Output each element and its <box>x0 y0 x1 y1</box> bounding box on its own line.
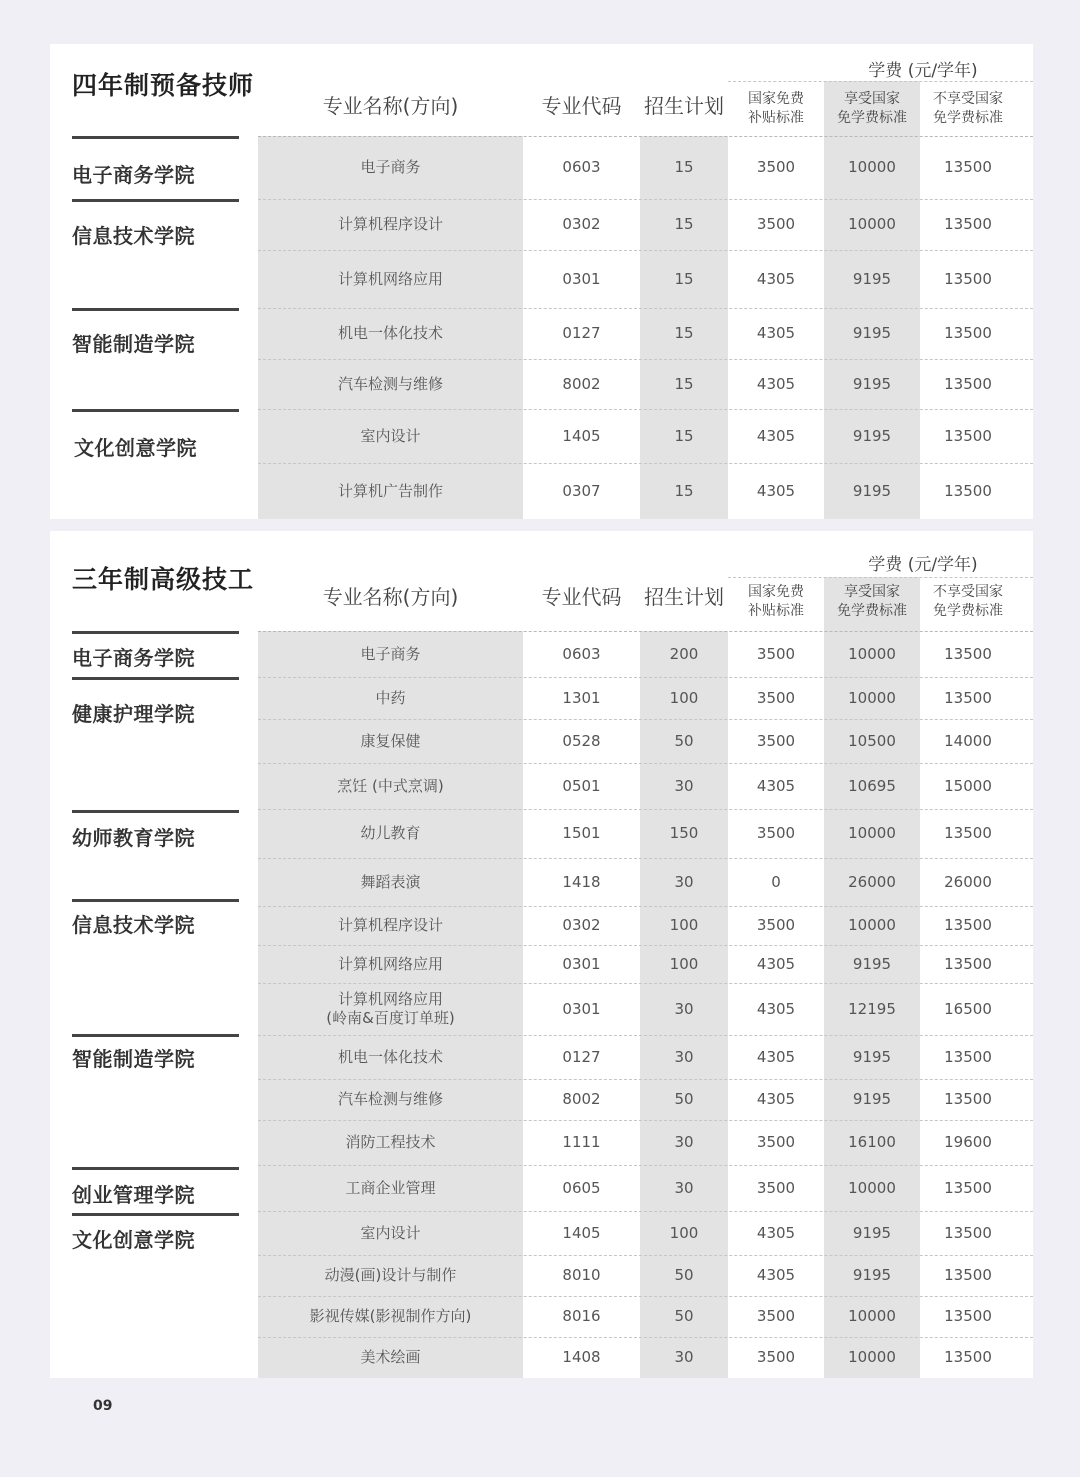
fee-subsidy: 4305 <box>756 1090 796 1108</box>
fee-standard: 13500 <box>944 1307 992 1325</box>
fee-exempt: 9195 <box>852 1266 892 1284</box>
table-row <box>50 308 1033 359</box>
fee-subsidy: 4305 <box>756 1266 796 1284</box>
major-code: 0301 <box>562 954 601 973</box>
table-row <box>50 906 1033 945</box>
table-row <box>50 1296 1033 1337</box>
major-code: 0528 <box>562 731 601 750</box>
major-name: 消防工程技术 <box>345 1133 436 1151</box>
fee-standard: 13500 <box>944 644 992 663</box>
fee-standard: 13500 <box>944 1266 992 1284</box>
header-plan: 招生计划 <box>644 585 724 609</box>
table-four-year <box>50 44 1033 519</box>
enrollment-plan: 100 <box>669 954 699 973</box>
major-code: 0302 <box>562 215 601 233</box>
header-fee-group: 学费 (元/学年) <box>868 61 978 81</box>
major-code: 1301 <box>562 688 601 707</box>
fee-subsidy: 3500 <box>756 1307 796 1325</box>
major-name: 计算机程序设计 <box>337 916 443 934</box>
major-name: 动漫(画)设计与制作 <box>324 1266 457 1284</box>
college-name: 文化创意学院 <box>72 1228 195 1252</box>
header-code: 专业代码 <box>541 585 622 609</box>
college-name: 智能制造学院 <box>72 1047 195 1071</box>
fee-standard: 13500 <box>944 158 992 176</box>
fee-exempt: 10000 <box>848 644 896 663</box>
college-name: 电子商务学院 <box>72 163 195 187</box>
table-row <box>50 809 1033 858</box>
major-name: 电子商务 <box>360 158 421 176</box>
fee-subsidy: 3500 <box>756 731 796 750</box>
enrollment-plan: 100 <box>669 688 699 707</box>
table-row <box>50 199 1033 250</box>
major-name: 电子商务 <box>360 644 421 663</box>
fee-exempt: 10000 <box>848 1178 896 1197</box>
fee-exempt: 10000 <box>848 1307 896 1325</box>
table-row <box>50 1120 1033 1165</box>
major-code: 0605 <box>562 1178 601 1197</box>
major-code: 1418 <box>562 872 601 891</box>
fee-standard: 13500 <box>944 1178 992 1197</box>
fee-exempt: 9195 <box>852 481 892 500</box>
major-code: 1501 <box>562 824 601 842</box>
major-code: 0603 <box>562 158 601 176</box>
fee-subsidy: 4305 <box>756 1223 796 1242</box>
fee-standard: 15000 <box>944 776 992 795</box>
table-row <box>50 250 1033 308</box>
major-name: 烹饪 (中式烹调) <box>337 776 444 795</box>
major-code: 0127 <box>562 1047 601 1066</box>
college-name: 电子商务学院 <box>72 646 195 670</box>
fee-standard: 13500 <box>944 824 992 842</box>
fee-subsidy: 4305 <box>756 776 796 795</box>
table-row <box>50 1035 1033 1079</box>
enrollment-plan: 15 <box>674 426 694 445</box>
enrollment-plan: 15 <box>674 481 694 500</box>
fee-subsidy: 4305 <box>756 374 796 393</box>
fee-standard: 13500 <box>944 1047 992 1066</box>
major-name: 汽车检测与维修 <box>337 374 443 393</box>
major-name: 计算机网络应用 (岭南&百度订单班) <box>326 990 455 1027</box>
fee-exempt: 9195 <box>852 324 892 342</box>
major-code: 0301 <box>562 999 601 1018</box>
fee-exempt: 26000 <box>848 872 896 891</box>
table-row <box>50 1211 1033 1255</box>
major-name: 康复保健 <box>360 731 421 750</box>
header-name: 专业名称(方向) <box>322 94 459 118</box>
college-name: 创业管理学院 <box>72 1183 195 1207</box>
fee-standard: 13500 <box>944 215 992 233</box>
fee-subsidy: 4305 <box>756 954 796 973</box>
table-row <box>50 677 1033 719</box>
fee-standard: 13500 <box>944 269 992 288</box>
table-row <box>50 945 1033 983</box>
header-plan: 招生计划 <box>644 94 724 118</box>
fee-exempt: 9195 <box>852 1223 892 1242</box>
fee-standard: 13500 <box>944 324 992 342</box>
page-number: 09 <box>93 1398 113 1414</box>
fee-subsidy: 4305 <box>756 426 796 445</box>
enrollment-plan: 30 <box>674 872 694 891</box>
section-title: 三年制高级技工 <box>72 565 255 594</box>
major-name: 工商企业管理 <box>345 1178 436 1197</box>
fee-subsidy: 3500 <box>756 644 796 663</box>
table-row <box>50 763 1033 809</box>
major-code: 8010 <box>562 1266 601 1284</box>
fee-subsidy: 3500 <box>756 1178 796 1197</box>
fee-subsidy: 4305 <box>756 481 796 500</box>
header-fee1: 国家免费 补贴标准 <box>748 584 804 619</box>
header-fee3: 不享受国家 免学费标准 <box>933 584 1003 619</box>
enrollment-plan: 15 <box>674 158 694 176</box>
header-code: 专业代码 <box>541 94 622 118</box>
header-fee2: 享受国家 免学费标准 <box>837 584 907 619</box>
college-name: 文化创意学院 <box>74 436 197 460</box>
fee-standard: 13500 <box>944 1090 992 1108</box>
fee-standard: 13500 <box>944 374 992 393</box>
enrollment-plan: 15 <box>674 269 694 288</box>
table-row <box>50 719 1033 763</box>
fee-subsidy: 3500 <box>756 1133 796 1151</box>
fee-exempt: 10695 <box>848 776 896 795</box>
fee-standard: 26000 <box>944 872 992 891</box>
enrollment-plan: 200 <box>669 644 699 663</box>
fee-subsidy: 4305 <box>756 1047 796 1066</box>
enrollment-plan: 100 <box>669 916 699 934</box>
header-fee2: 享受国家 免学费标准 <box>837 91 907 126</box>
major-name: 美术绘画 <box>360 1348 421 1366</box>
enrollment-plan: 100 <box>669 1223 699 1242</box>
enrollment-plan: 50 <box>674 1307 694 1325</box>
major-name: 机电一体化技术 <box>337 324 443 342</box>
fee-exempt: 9195 <box>852 1090 892 1108</box>
enrollment-plan: 50 <box>674 1090 694 1108</box>
fee-exempt: 10500 <box>848 731 896 750</box>
fee-standard: 14000 <box>944 731 992 750</box>
header-fee1: 国家免费 补贴标准 <box>748 91 804 126</box>
fee-subsidy: 3500 <box>756 1348 796 1366</box>
major-code: 0603 <box>562 644 601 663</box>
fee-standard: 13500 <box>944 481 992 500</box>
enrollment-plan: 30 <box>674 1348 694 1366</box>
enrollment-plan: 50 <box>674 731 694 750</box>
enrollment-plan: 15 <box>674 374 694 393</box>
fee-subsidy: 3500 <box>756 688 796 707</box>
enrollment-plan: 30 <box>674 776 694 795</box>
table-row <box>50 359 1033 409</box>
major-name: 室内设计 <box>360 426 421 445</box>
enrollment-plan: 15 <box>674 215 694 233</box>
fee-subsidy: 3500 <box>756 916 796 934</box>
major-code: 1111 <box>562 1133 601 1151</box>
college-name: 信息技术学院 <box>72 224 195 248</box>
table-row <box>50 858 1033 906</box>
fee-subsidy: 3500 <box>756 158 796 176</box>
major-name: 幼儿教育 <box>360 824 421 842</box>
fee-exempt: 9195 <box>852 269 892 288</box>
college-name: 智能制造学院 <box>72 332 195 356</box>
enrollment-plan: 50 <box>674 1266 694 1284</box>
major-code: 8002 <box>562 374 601 393</box>
major-code: 8002 <box>562 1090 601 1108</box>
fee-exempt: 10000 <box>848 916 896 934</box>
table-row <box>50 983 1033 1035</box>
major-code: 1408 <box>562 1348 601 1366</box>
fee-exempt: 9195 <box>852 954 892 973</box>
major-name: 舞蹈表演 <box>360 872 421 891</box>
major-code: 0127 <box>562 324 601 342</box>
fee-standard: 13500 <box>944 426 992 445</box>
table-row <box>50 1079 1033 1120</box>
college-name: 健康护理学院 <box>72 702 195 726</box>
table-row <box>50 409 1033 463</box>
major-code: 0301 <box>562 269 601 288</box>
fee-standard: 19600 <box>944 1133 992 1151</box>
header-name: 专业名称(方向) <box>322 585 459 609</box>
header-fee-group: 学费 (元/学年) <box>868 555 978 575</box>
table-three-year <box>50 531 1033 1378</box>
major-code: 1405 <box>562 1223 601 1242</box>
major-name: 中药 <box>375 688 406 707</box>
fee-subsidy: 0 <box>771 872 781 891</box>
fee-exempt: 16100 <box>848 1133 896 1151</box>
major-code: 1405 <box>562 426 601 445</box>
fee-standard: 16500 <box>944 999 992 1018</box>
fee-exempt: 12195 <box>848 999 896 1018</box>
section-title: 四年制预备技师 <box>72 71 255 100</box>
enrollment-plan: 15 <box>674 324 694 342</box>
fee-subsidy: 3500 <box>756 215 796 233</box>
fee-subsidy: 4305 <box>756 324 796 342</box>
fee-exempt: 10000 <box>848 158 896 176</box>
fee-standard: 13500 <box>944 1348 992 1366</box>
major-name: 室内设计 <box>360 1223 421 1242</box>
fee-standard: 13500 <box>944 688 992 707</box>
divider <box>728 577 1033 578</box>
fee-exempt: 10000 <box>848 1348 896 1366</box>
table-row <box>50 1255 1033 1296</box>
fee-standard: 13500 <box>944 954 992 973</box>
enrollment-plan: 30 <box>674 1133 694 1151</box>
major-name: 影视传媒(影视制作方向) <box>309 1307 472 1325</box>
fee-exempt: 10000 <box>848 688 896 707</box>
major-name: 汽车检测与维修 <box>337 1090 443 1108</box>
fee-exempt: 9195 <box>852 374 892 393</box>
major-code: 0302 <box>562 916 601 934</box>
table-row <box>50 136 1033 199</box>
enrollment-plan: 30 <box>674 999 694 1018</box>
enrollment-plan: 30 <box>674 1047 694 1066</box>
table-row <box>50 631 1033 677</box>
enrollment-plan: 150 <box>669 824 699 842</box>
divider <box>728 81 1033 82</box>
header-fee3: 不享受国家 免学费标准 <box>933 91 1003 126</box>
fee-standard: 13500 <box>944 916 992 934</box>
major-code: 0501 <box>562 776 601 795</box>
enrollment-plan: 30 <box>674 1178 694 1197</box>
major-code: 0307 <box>562 481 601 500</box>
table-row <box>50 1337 1033 1378</box>
college-name: 幼师教育学院 <box>72 826 195 850</box>
table-row <box>50 1165 1033 1211</box>
college-name: 信息技术学院 <box>72 913 195 937</box>
fee-exempt: 10000 <box>848 215 896 233</box>
major-name: 计算机程序设计 <box>337 215 443 233</box>
major-name: 计算机广告制作 <box>337 481 443 500</box>
major-code: 8016 <box>562 1307 601 1325</box>
fee-exempt: 9195 <box>852 426 892 445</box>
major-name: 机电一体化技术 <box>337 1047 443 1066</box>
fee-subsidy: 3500 <box>756 824 796 842</box>
table-row <box>50 463 1033 519</box>
fee-exempt: 9195 <box>852 1047 892 1066</box>
major-name: 计算机网络应用 <box>337 269 443 288</box>
fee-standard: 13500 <box>944 1223 992 1242</box>
major-name: 计算机网络应用 <box>337 954 443 973</box>
fee-exempt: 10000 <box>848 824 896 842</box>
fee-subsidy: 4305 <box>756 269 796 288</box>
fee-subsidy: 4305 <box>756 999 796 1018</box>
